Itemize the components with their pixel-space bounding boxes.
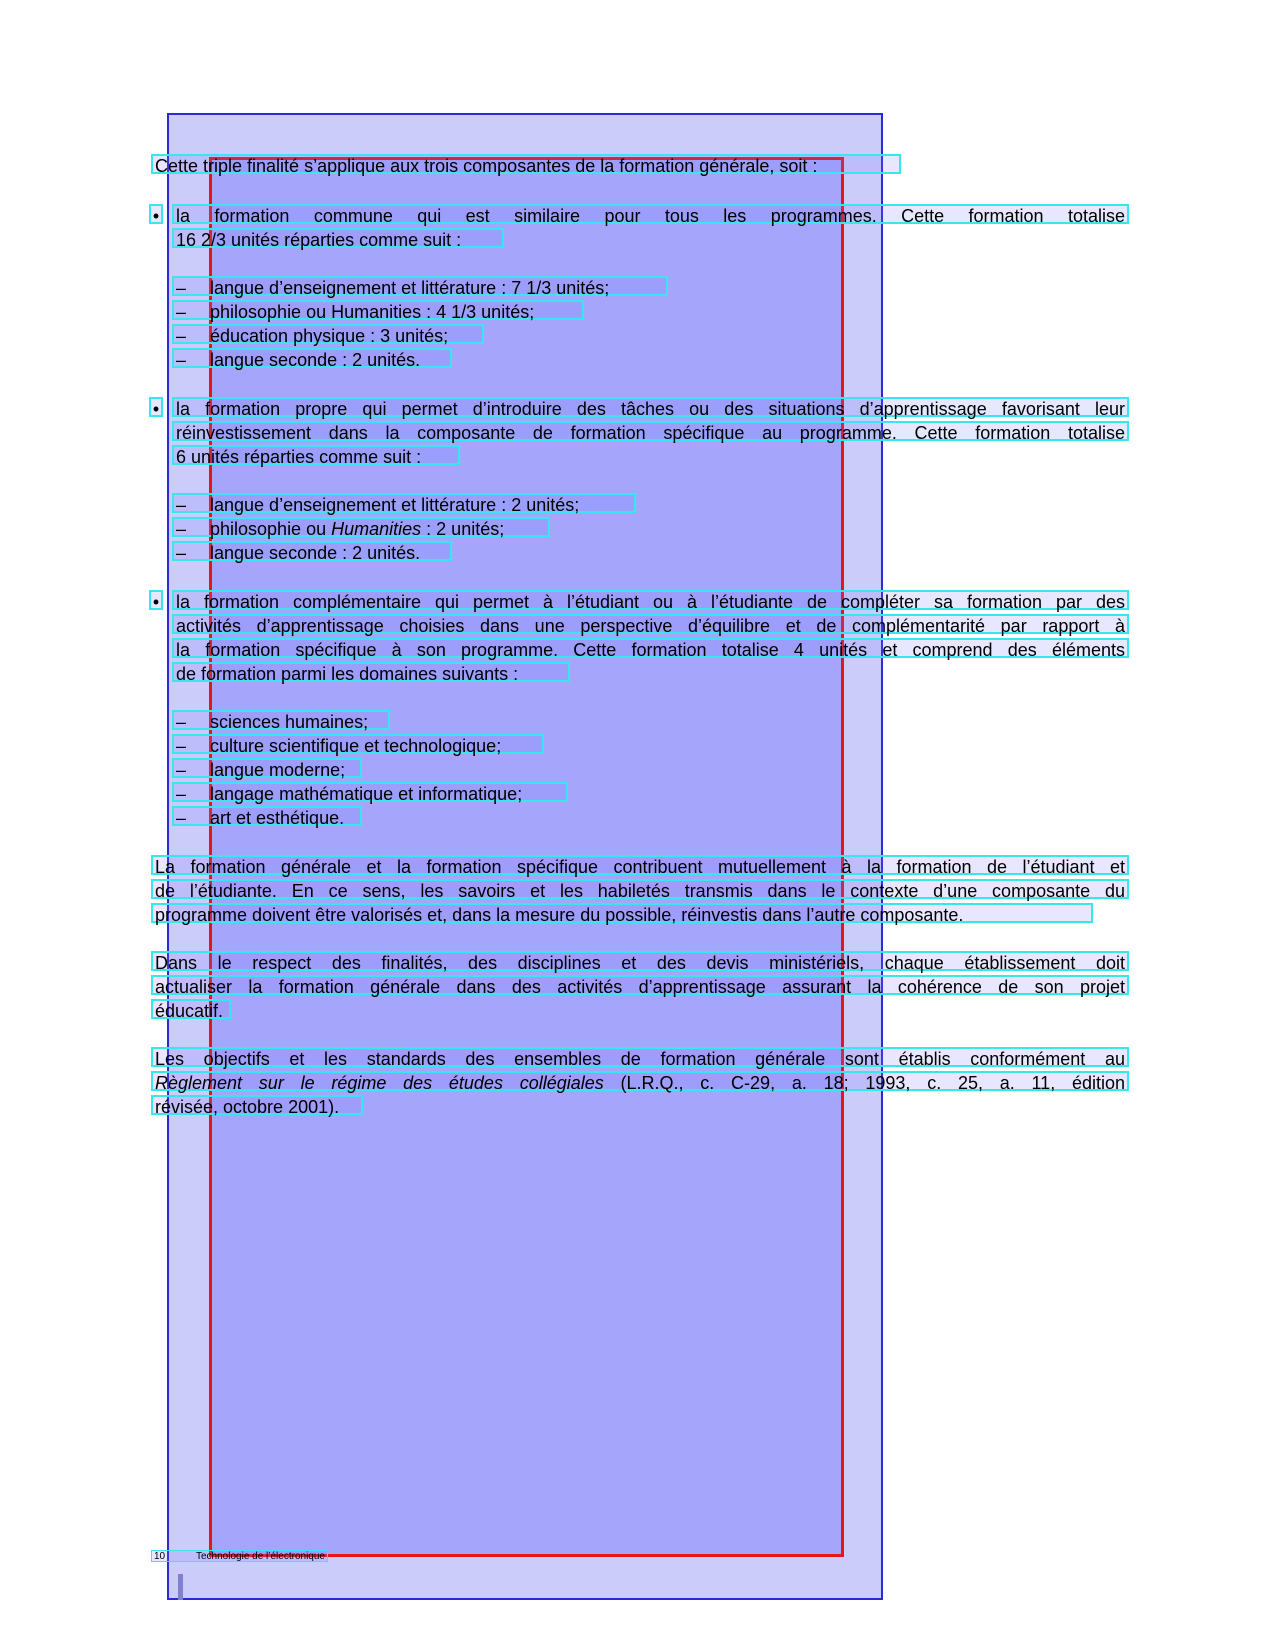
intro-line: Cette triple finalité s’applique aux trois composantes de la formation générale, soit : [151, 154, 901, 174]
list-item [172, 782, 568, 802]
list-item [172, 493, 636, 513]
dash-marker: – [176, 760, 187, 780]
dash-marker: – [176, 808, 187, 828]
dash-marker: – [176, 495, 187, 515]
dash-marker: – [176, 712, 187, 732]
list-item-text: éducation physique : 3 unités; [210, 326, 449, 346]
list-item-italic: Humanities [331, 519, 422, 539]
dash-marker: – [176, 326, 187, 346]
paragraph-2-line-3: éducatif. [151, 999, 231, 1019]
dash-marker: – [176, 278, 187, 298]
bullet-3: • [149, 590, 163, 610]
page-footer [151, 1550, 328, 1562]
paragraph-1-line-1: La formation générale et la formation spécifique contribuent mutuellement à la formation de l’étudiant et [151, 855, 1129, 875]
list-item-text: philosophie ou Humanities : 4 1/3 unités; [210, 302, 535, 322]
list-item [172, 806, 362, 826]
section-2-line-1: la formation propre qui permet d’introduire des tâches ou des situations d’apprentissage favorisant leur [172, 397, 1129, 417]
list-item-text: langue moderne; [210, 760, 346, 780]
section-3-line-2: activités d’apprentissage choisies dans une perspective d’équilibre et de complémentarité par rapport à [172, 614, 1129, 634]
list-item [172, 541, 452, 561]
list-item [172, 348, 452, 368]
list-item-text: philosophie ou [210, 519, 327, 539]
list-item-text: langue seconde : 2 unités. [210, 350, 421, 370]
section-2-line-2: réinvestissement dans la composante de formation spécifique au programme. Cette formation totalise [172, 421, 1129, 441]
list-item-text-after: : 2 unités; [421, 519, 505, 539]
list-item [172, 324, 484, 344]
footer-title: Technologie de l’électronique [196, 1551, 325, 1562]
list-item-text: sciences humaines; [210, 712, 369, 732]
paragraph-3-line-2 [151, 1071, 1129, 1091]
bullet-2: • [149, 397, 163, 417]
dash-marker: – [176, 302, 187, 322]
dash-marker: – [176, 543, 187, 563]
list-item-text: langage mathématique et informatique; [210, 784, 523, 804]
list-item-text: art et esthétique. [210, 808, 345, 828]
list-item-text: langue d’enseignement et littérature : 7 1/3 unités; [210, 278, 610, 298]
section-3-line-3: la formation spécifique à son programme. Cette formation totalise 4 unités et comprend des éléments [172, 638, 1129, 658]
margin-marker [178, 1574, 183, 1600]
regulation-title: Règlement sur le régime des études collégiales [155, 1073, 604, 1093]
list-item [172, 710, 390, 730]
list-item [172, 758, 362, 778]
section-3-line-1: la formation complémentaire qui permet à l’étudiant ou à l’étudiante de compléter sa formation par des [172, 590, 1129, 610]
paragraph-3-line-3: révisée, octobre 2001). [151, 1095, 363, 1115]
list-item-text: langue seconde : 2 unités. [210, 543, 421, 563]
dash-marker: – [176, 736, 187, 756]
section-1-line-1: la formation commune qui est similaire pour tous les programmes. Cette formation totalise [172, 204, 1129, 224]
bullet-1: • [149, 204, 163, 224]
dash-marker: – [176, 784, 187, 804]
paragraph-2-line-1: Dans le respect des finalités, des disciplines et des devis ministériels, chaque établissement doit [151, 951, 1129, 971]
section-2-line-3: 6 unités réparties comme suit : [172, 445, 460, 465]
list-item [172, 517, 550, 537]
regulation-reference: (L.R.Q., c. C-29, a. 18; 1993, c. 25, a. 11, édition [603, 1073, 1125, 1093]
paragraph-1-line-2: de l’étudiante. En ce sens, les savoirs et les habiletés transmis dans le contexte d’une composante du [151, 879, 1129, 899]
paragraph-2-line-2: actualiser la formation générale dans des activités d’apprentissage assurant la cohérence de son projet [151, 975, 1129, 995]
list-item [172, 276, 668, 296]
section-1-line-2: 16 2/3 unités réparties comme suit : [172, 228, 504, 248]
paragraph-3-line-1: Les objectifs et les standards des ensembles de formation générale sont établis conformément au [151, 1047, 1129, 1067]
list-item-text: culture scientifique et technologique; [210, 736, 502, 756]
list-item [172, 734, 544, 754]
dash-marker: – [176, 350, 187, 370]
list-item-text: langue d’enseignement et littérature : 2 unités; [210, 495, 580, 515]
list-item [172, 300, 584, 320]
paragraph-1-line-3: programme doivent être valorisés et, dans la mesure du possible, réinvestis dans l’autre composante. [151, 903, 1093, 923]
dash-marker: – [176, 519, 187, 539]
section-3-line-4: de formation parmi les domaines suivants : [172, 662, 570, 682]
page-number: 10 [154, 1551, 166, 1562]
